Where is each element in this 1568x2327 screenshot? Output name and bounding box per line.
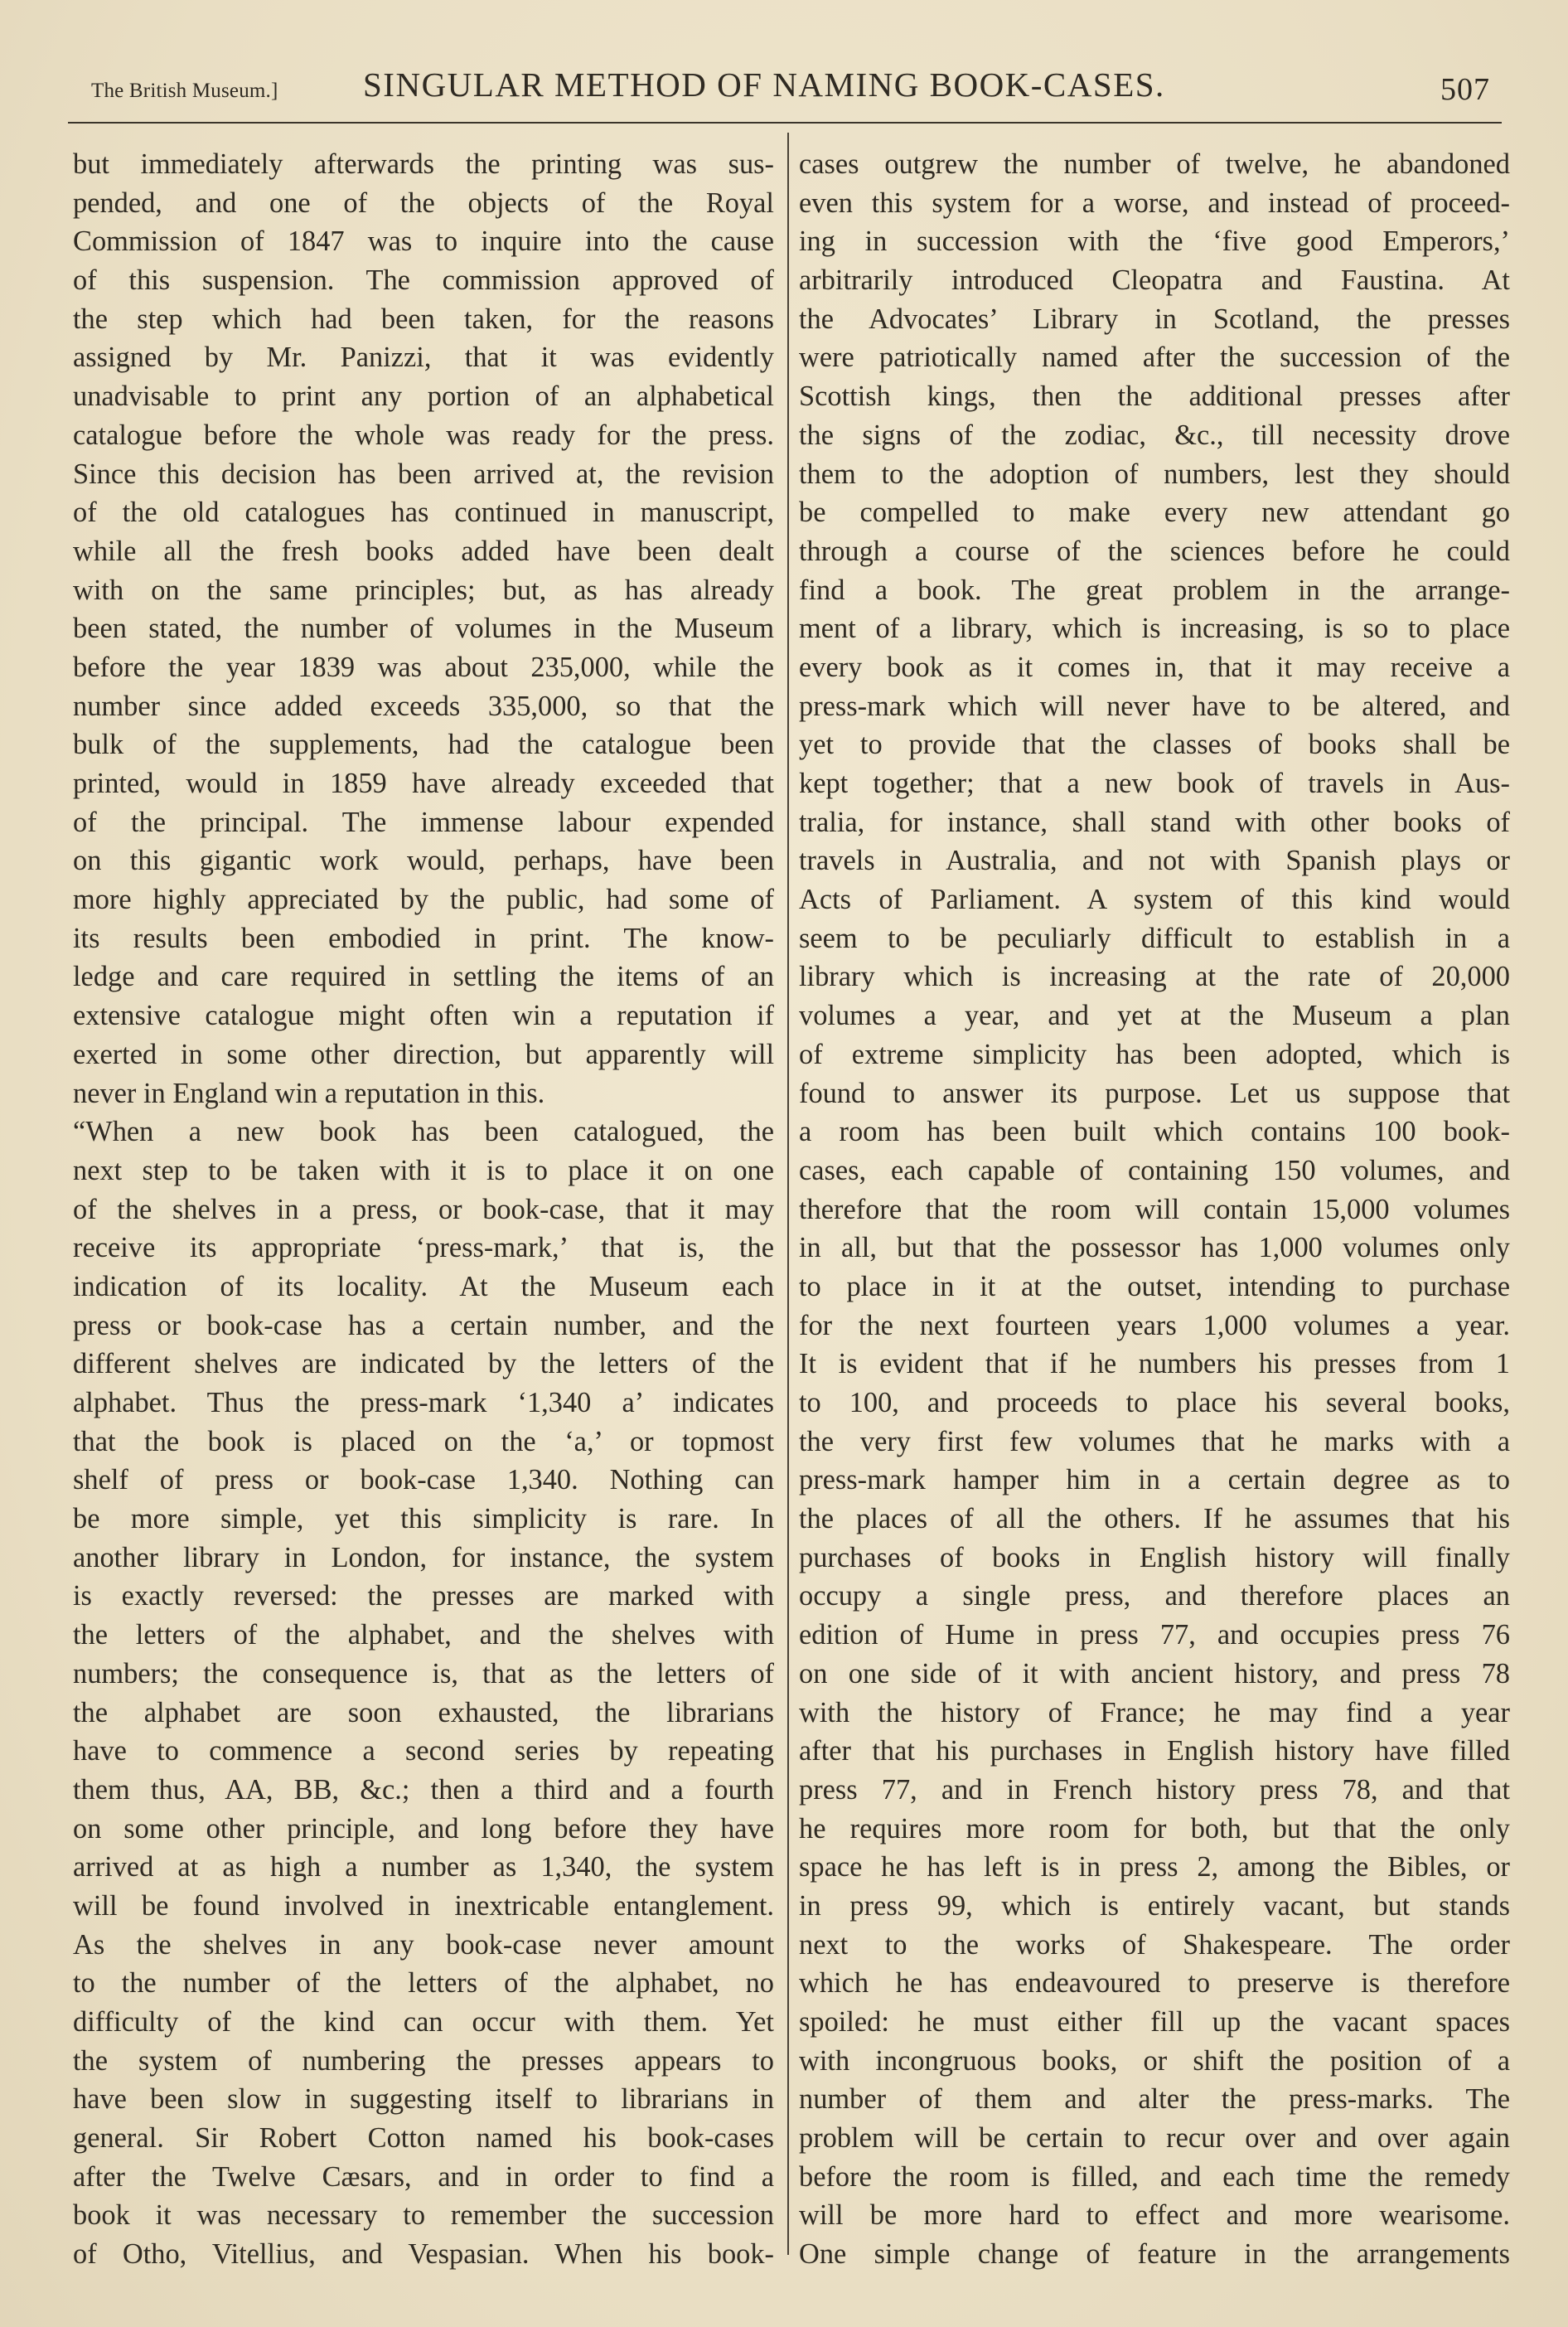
text-line: the alphabet are soon exhausted, the librarians (73, 1696, 774, 1728)
text-line: Since this decision has been arrived at, the revision (73, 458, 774, 490)
text-line: for the next fourteen years 1,000 volumes a year. (799, 1309, 1510, 1341)
text-line: press-mark hamper him in a certain degree as to (799, 1464, 1510, 1496)
text-line: cases, each capable of containing 150 volumes, and (799, 1154, 1510, 1186)
text-line: bulk of the supplements, had the catalogue been (73, 729, 774, 761)
text-line: found to answer its purpose. Let us suppose that (799, 1077, 1510, 1109)
text-line: catalogue before the whole was ready for the press. (73, 419, 774, 451)
text-line: As the shelves in any book-case never amount (73, 1928, 774, 1961)
page-header (91, 65, 1500, 123)
text-line: space he has left is in press 2, among the Bibles, or (799, 1851, 1510, 1883)
text-line: of this suspension. The commission approved of (73, 264, 774, 297)
text-line: therefore that the room will contain 15,000 volumes (799, 1193, 1510, 1225)
text-line: the letters of the alphabet, and the shelves with (73, 1619, 774, 1651)
text-line: problem will be certain to recur over and over again (799, 2122, 1510, 2155)
text-line: occupy a single press, and therefore places an (799, 1580, 1510, 1612)
text-line: that the book is placed on the ‘a,’ or topmost (73, 1425, 774, 1457)
text-line: while all the fresh books added have been dealt (73, 535, 774, 567)
text-line: to 100, and proceeds to place his several books, (799, 1387, 1510, 1418)
right-column (799, 145, 1510, 2274)
text-line: of Otho, Vitellius, and Vespasian. When his book- (73, 2238, 774, 2271)
text-line: on one side of it with ancient history, and press 78 (799, 1657, 1510, 1689)
text-line: One simple change of feature in the arrangements (799, 2238, 1510, 2271)
text-line: difficulty of the kind can occur with them. Yet (73, 2006, 774, 2038)
text-line: book it was necessary to remember the succession (73, 2199, 774, 2232)
text-line: general. Sir Robert Cotton named his book-cases (73, 2122, 774, 2155)
page-title: SINGULAR METHOD OF NAMING BOOK-CASES. (363, 65, 1165, 104)
text-line: be more simple, yet this simplicity is rare. In (73, 1503, 774, 1535)
text-line: the Advocates’ Library in Scotland, the presses (799, 303, 1510, 335)
text-line: in press 99, which is entirely vacant, but stands (799, 1889, 1510, 1922)
text-line: volumes a year, and yet at the Museum a plan (799, 1000, 1510, 1032)
text-line: extensive catalogue might often win a reputation if (73, 1000, 774, 1032)
text-line: press-mark which will never have to be altered, and (799, 690, 1510, 722)
text-line: with incongruous books, or shift the position of a (799, 2044, 1510, 2077)
text-line: to the number of the letters of the alphabet, no (73, 1967, 774, 2000)
text-line: be compelled to make every new attendant go (799, 497, 1510, 529)
text-line: in all, but that the possessor has 1,000 volumes only (799, 1232, 1510, 1264)
text-line: pended, and one of the objects of the Royal (73, 187, 774, 219)
text-line: of the shelves in a press, or book-case, that it may (73, 1193, 774, 1225)
text-line: printed, would in 1859 have already exceeded that (73, 768, 774, 799)
text-line: cases outgrew the number of twelve, he abandoned (799, 148, 1510, 180)
text-line: with on the same principles; but, as has already (73, 574, 774, 606)
text-line: but immediately afterwards the printing was sus- (73, 148, 774, 180)
text-line: never in England win a reputation in this. (73, 1077, 545, 1109)
text-line: unadvisable to print any portion of an alphabetical (73, 381, 774, 413)
running-head: The British Museum.] (91, 80, 278, 102)
text-line: on some other principle, and long before they have (73, 1812, 774, 1845)
text-line: arrived at as high a number as 1,340, the system (73, 1851, 774, 1883)
text-line: on this gigantic work would, perhaps, have been (73, 845, 774, 877)
text-line: before the year 1839 was about 235,000, while the (73, 651, 774, 683)
text-line: Scottish kings, then the additional presses after (799, 381, 1510, 413)
text-line: will be more hard to effect and more wearisome. (799, 2199, 1510, 2232)
text-line: seem to be peculiarly difficult to establish in a (799, 922, 1510, 954)
text-line: spoiled: he must either fill up the vacant spaces (799, 2006, 1510, 2038)
page-number: 507 (1440, 72, 1490, 107)
text-line: the step which had been taken, for the reasons (73, 303, 774, 335)
text-line: another library in London, for instance, the system (73, 1541, 774, 1573)
text-line: shelf of press or book-case 1,340. Nothing can (73, 1464, 774, 1496)
text-line: after the Twelve Cæsars, and in order to find a (73, 2160, 774, 2193)
text-line: ment of a library, which is increasing, is so to place (799, 613, 1510, 645)
text-line: which he has endeavoured to preserve is therefore (799, 1967, 1510, 2000)
text-line: arbitrarily introduced Cleopatra and Faustina. At (799, 264, 1510, 297)
text-line: of the old catalogues has continued in manuscript, (73, 497, 774, 529)
text-line: have to commence a second series by repeating (73, 1735, 774, 1767)
text-line: Commission of 1847 was to inquire into the cause (73, 225, 774, 258)
text-line: next to the works of Shakespeare. The order (799, 1928, 1510, 1961)
text-line: library which is increasing at the rate of 20,000 (799, 961, 1510, 993)
text-line: the signs of the zodiac, &c., till necessity drove (799, 419, 1510, 451)
text-line: ing in succession with the ‘five good Emperors,’ (799, 225, 1510, 258)
header-rule (68, 122, 1502, 124)
text-line: press 77, and in French history press 78, and that (799, 1773, 1510, 1806)
text-line: the very first few volumes that he marks with a (799, 1425, 1510, 1457)
text-line: different shelves are indicated by the letters of the (73, 1348, 774, 1380)
text-line: were patriotically named after the succession of the (799, 342, 1510, 374)
column-divider (787, 133, 789, 2255)
text-line: receive its appropriate ‘press-mark,’ that is, the (73, 1232, 774, 1264)
text-line: number of them and alter the press-marks. The (799, 2083, 1510, 2116)
text-line: assigned by Mr. Panizzi, that it was evidently (73, 342, 774, 374)
text-line: Acts of Parliament. A system of this kind would (799, 884, 1510, 916)
text-line: the places of all the others. If he assumes that his (799, 1503, 1510, 1535)
text-line: with the history of France; he may find a year (799, 1696, 1510, 1728)
text-line: a room has been built which contains 100 book- (799, 1116, 1510, 1148)
text-line: to place in it at the outset, intending to purchase (799, 1270, 1510, 1302)
text-line: will be found involved in inextricable entanglement. (73, 1889, 774, 1922)
text-line: the system of numbering the presses appears to (73, 2044, 774, 2077)
text-line: through a course of the sciences before he could (799, 535, 1510, 567)
text-line: of extreme simplicity has been adopted, which is (799, 1038, 1510, 1070)
text-line: exerted in some other direction, but apparently will (73, 1038, 774, 1070)
text-line: after that his purchases in English history have filled (799, 1735, 1510, 1767)
text-line: number since added exceeds 335,000, so that the (73, 690, 774, 722)
text-line: of the principal. The immense labour expended (73, 806, 774, 838)
text-line: them thus, AA, BB, &c.; then a third and a fourth (73, 1773, 774, 1806)
text-line: yet to provide that the classes of books shall be (799, 729, 1510, 761)
left-column (73, 145, 774, 2274)
text-line: he requires more room for both, but that the only (799, 1812, 1510, 1845)
text-line: indication of its locality. At the Museum each (73, 1270, 774, 1302)
text-line: next step to be taken with it is to place it on one (73, 1154, 774, 1186)
text-line: been stated, the number of volumes in the Museum (73, 613, 774, 645)
text-line: them to the adoption of numbers, lest they should (799, 458, 1510, 490)
text-line: every book as it comes in, that it may receive a (799, 651, 1510, 683)
text-line: purchases of books in English history will finally (799, 1541, 1510, 1573)
text-line: alphabet. Thus the press-mark ‘1,340 a’ indicates (73, 1387, 774, 1418)
text-line: It is evident that if he numbers his presses from 1 (799, 1348, 1510, 1380)
text-line: “When a new book has been catalogued, the (73, 1116, 774, 1148)
text-line: before the room is filled, and each time the remedy (799, 2160, 1510, 2193)
text-line: tralia, for instance, shall stand with other books of (799, 806, 1510, 838)
text-line: even this system for a worse, and instead of proceed- (799, 187, 1510, 219)
text-line: find a book. The great problem in the arrange- (799, 574, 1510, 606)
text-line: press or book-case has a certain number, and the (73, 1309, 774, 1341)
text-line: have been slow in suggesting itself to librarians in (73, 2083, 774, 2116)
text-line: more highly appreciated by the public, had some of (73, 884, 774, 916)
text-line: kept together; that a new book of travels in Aus- (799, 768, 1510, 799)
text-line: is exactly reversed: the presses are marked with (73, 1580, 774, 1612)
text-line: its results been embodied in print. The know- (73, 922, 774, 954)
text-line: edition of Hume in press 77, and occupies press 76 (799, 1619, 1510, 1651)
text-line: ledge and care required in settling the items of an (73, 961, 774, 993)
text-line: numbers; the consequence is, that as the letters of (73, 1657, 774, 1689)
text-line: travels in Australia, and not with Spanish plays or (799, 845, 1510, 877)
